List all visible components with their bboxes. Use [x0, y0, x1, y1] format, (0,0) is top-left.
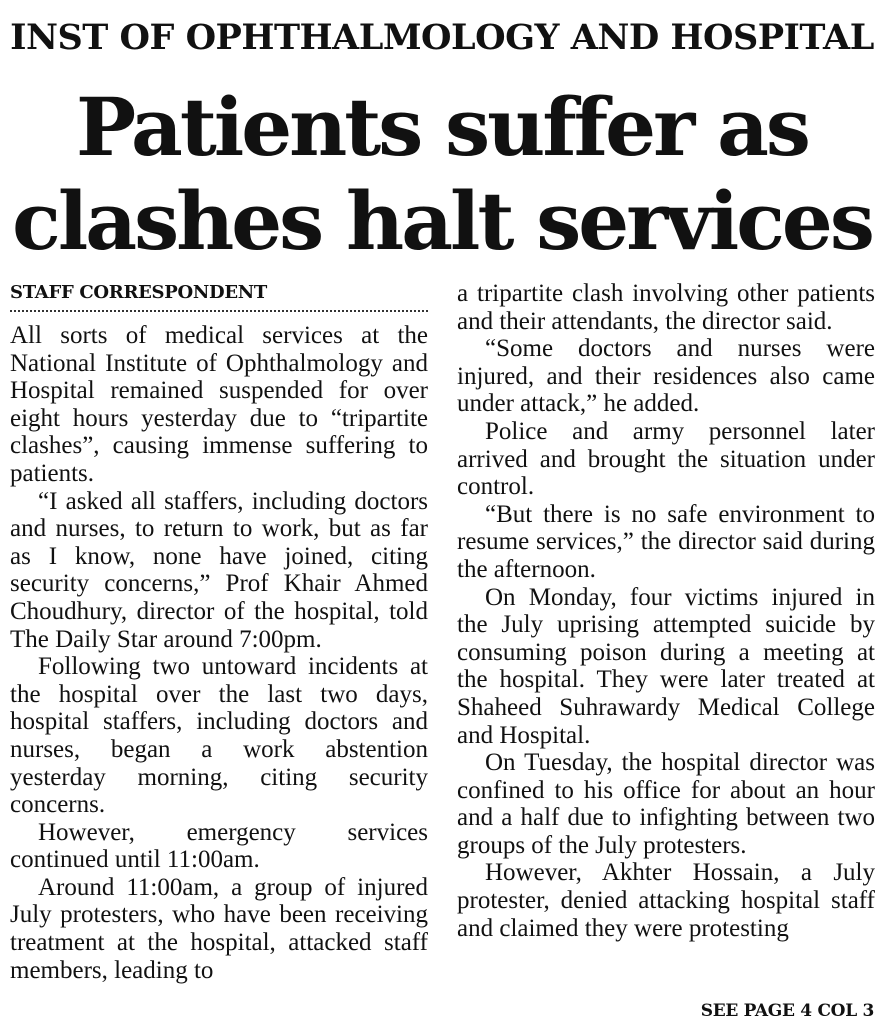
paragraph-2: “I asked all staffers, including doctors and nurses, to return to work, but as far as I know, none have joined, citing security concerns,” Prof Khair Ahmed Choudhury, director of the hospital, told The Daily Star around 7:00pm. [10, 487, 428, 653]
article-column-right [457, 280, 875, 942]
paragraph-3: Following two untoward incidents at the hospital over the last two days, hospital staffers, including doctors and nurses, began a work abstention yesterday morning, citing security concerns. [10, 653, 428, 819]
headline-line-1: Patients suffer as [76, 80, 808, 174]
article-column-left [10, 280, 428, 984]
paragraph-11: However, Akhter Hossain, a July protester, denied attacking hospital staff and claimed they were protesting [457, 859, 875, 942]
paragraph-9: On Monday, four victims injured in the July uprising attempted suicide by consuming poison during a meeting at the hospital. They were later treated at Shaheed Suhrawardy Medical College and Hospital. [457, 583, 875, 749]
paragraph-5-continued: a tripartite clash involving other patients and their attendants, the director said. [457, 280, 875, 335]
paragraph-7: Police and army personnel later arrived and brought the situation under control. [457, 417, 875, 501]
headline-line-2: clashes halt services [12, 174, 872, 268]
byline: STAFF CORRESPONDENT [10, 282, 267, 303]
byline-divider [10, 310, 428, 312]
paragraph-5: Around 11:00am, a group of injured July protesters, who have been receiving treatment at the hospital, attacked staff members, leading to [10, 873, 428, 984]
paragraph-6: “Some doctors and nurses were injured, and their residences also came under attack,” he added. [457, 335, 875, 418]
headline [0, 80, 884, 268]
paragraph-1: All sorts of medical services at the National Institute of Ophthalmology and Hospital remained suspended for over eight hours yesterday due to “tripartite clashes”, causing immense suffering to patients. [10, 322, 428, 487]
continuation-jump-line: SEE PAGE 4 COL 3 [700, 1001, 874, 1021]
paragraph-10: On Tuesday, the hospital director was confined to his office for about an hour and a half due to infighting between two groups of the July protesters. [457, 749, 875, 859]
paragraph-8: “But there is no safe environment to resume services,” the director said during the afternoon. [457, 500, 875, 583]
kicker: INST OF OPHTHALMOLOGY AND HOSPITAL [10, 17, 874, 58]
paragraph-4: However, emergency services continued until 11:00am. [10, 818, 428, 874]
